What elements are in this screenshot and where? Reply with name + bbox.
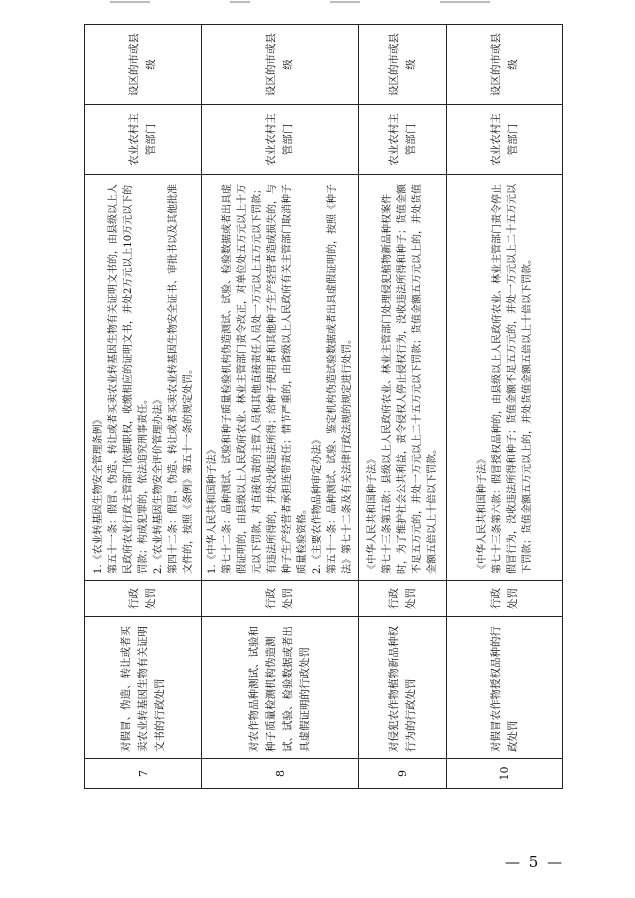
- table-row: [202, 25, 359, 789]
- row-number: 8: [202, 759, 359, 789]
- power-type: 行政处罚: [447, 581, 563, 617]
- page-number: — 5 —: [505, 853, 565, 871]
- item-name: 对假冒农作物授权品种的行政处罚: [447, 617, 563, 759]
- legal-basis-line: 第四十二条：假冒、伪造、转让或者买卖农业转基因生物安全证书、审批书以及其他批准文件的，按照《条例》第五十一条的规定处罚。: [167, 184, 194, 574]
- legal-basis: [85, 175, 202, 581]
- responsible-department: 农业农村主管部门: [85, 105, 202, 175]
- legal-basis-line: 第五十一条：假冒、伪造、转让或者买卖农业转基因生物有关证明文书的，由县级以上人民政府农业行政主管部门依据职权，收缴相应的证明文书，并处2万元以上10万元以下的罚款；构成犯罪的，依法追究刑事责任。: [107, 184, 149, 574]
- power-type: 行政处罚: [85, 581, 202, 617]
- responsible-department: 农业农村主管部门: [359, 105, 447, 175]
- legal-basis-line: 1.《农业转基因生物安全管理条例》: [92, 414, 104, 574]
- legal-basis-line: 第五十一条：品种测试、试验、鉴定机构伪造试验数据或者出具虚假证明的，按照《种子法》第七十二条及有关法律行政法规的规定进行处罚。: [327, 184, 353, 574]
- item-name: 对农作物品种测试、试验和种子质量检测机构伪造测试、试验、检验数据或者出具虚假证明的行政处罚: [202, 617, 359, 759]
- item-name: 对侵犯农作物植物新品种权行为的行政处罚: [359, 617, 447, 759]
- scan-artifact: [330, 1, 360, 3]
- legal-basis: [202, 175, 359, 581]
- table-row: [359, 25, 447, 789]
- legal-basis-line: 2.《农业转基因生物安全评价管理办法》: [152, 394, 164, 574]
- responsible-department: 农业农村主管部门: [202, 105, 359, 175]
- legal-basis-line: 第七十三条第六款：假冒授权品种的，由县级以上人民政府农业、林业主管部门责令停止假冒行为，没收违法所得和种子；货值金额不足五万元的，并处一万元以上二十五万元以下罚款；货值金额五万元以上的，并处货值金额五倍以上十倍以下罚款。: [491, 184, 533, 574]
- legal-basis-line: 《中华人民共和国种子法》: [476, 454, 488, 574]
- row-number: 7: [85, 759, 202, 789]
- scan-artifact: [230, 1, 250, 3]
- legal-basis-line: 第七十二条：品种测试、试验和种子质量检验机构伪造测试、试验、检验数据或者出具虚假证明的，由县级以上人民政府农业、林业主管部门责令改正，对单位处五万元以上十万元以下罚款，对直接负责的主管人员和其他直接责任人员处一万元以上五万元以下罚款；有违法所得的，并处没收违法所得；给种子使用者和其他种子生产经营者造成损失的，与种子生产经营者承担连带责任；情节严重的，由省级以上人民政府有关主管部门取消种子质量检验资格。: [222, 184, 308, 574]
- row-number: 9: [359, 759, 447, 789]
- item-name: 对假冒、伪造、转让或者买卖农业转基因生物有关证明文书的行政处罚: [85, 617, 202, 759]
- table-row: [447, 25, 563, 789]
- administrative-level: 设区的市或县级: [447, 25, 563, 105]
- responsible-department: 农业农村主管部门: [447, 105, 563, 175]
- row-number: 10: [447, 759, 563, 789]
- administrative-level: 设区的市或县级: [85, 25, 202, 105]
- legal-basis-line: 2.《主要农作物品种审定办法》: [312, 434, 323, 574]
- table-row: [85, 25, 202, 789]
- legal-basis-line: 《中华人民共和国种子法》: [367, 454, 378, 574]
- scan-artifact: [440, 1, 490, 3]
- legal-basis-line: 第七十三条第五款：县级以上人民政府农业、林业主管部门处理侵犯植物新品种权案件时，为了维护社会公共利益，责令侵权人停止侵权行为，没收违法所得和种子；货值金额不足五万元的，并处一万元以上二十五万元以下罚款；货值金额五万元以上的，并处货值金额五倍以上十倍以下罚款。: [382, 184, 438, 574]
- power-type: 行政处罚: [202, 581, 359, 617]
- legal-basis: [447, 175, 563, 581]
- power-type: 行政处罚: [359, 581, 447, 617]
- administrative-level: 设区的市或县级: [202, 25, 359, 105]
- penalty-table: [84, 24, 563, 789]
- rotated-table-container: [84, 25, 545, 789]
- legal-basis: [359, 175, 447, 581]
- legal-basis-line: 1.《中华人民共和国种子法》: [207, 444, 218, 574]
- administrative-level: 设区的市或县级: [359, 25, 447, 105]
- scan-artifact: [110, 1, 150, 3]
